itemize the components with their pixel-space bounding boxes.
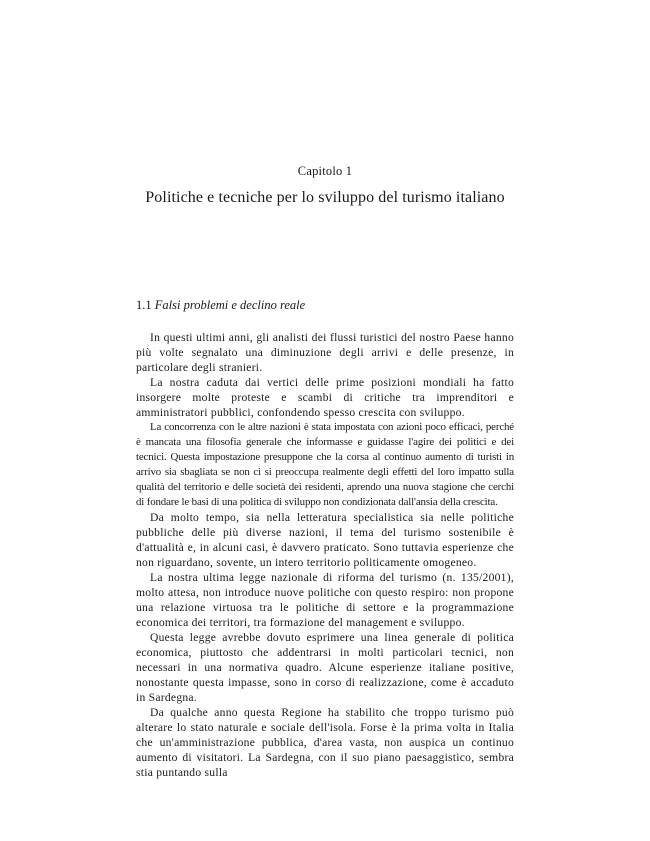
section-number: 1.1 [136,298,152,312]
paragraph: Da molto tempo, sia nella letteratura specialistica sia nelle politiche pubbliche delle più diverse nazioni, il tema del turismo sostenibile è d'attualità e, in alcuni casi, è davvero praticato. Sono tuttavia esperienze che non riguardano, sovente, un intero territorio politicamente omogeneo. [136,511,514,569]
paragraph: Da qualche anno questa Regione ha stabilito che troppo turismo può alterare lo stato naturale e sociale dell'isola. Forse è la prima volta in Italia che un'amministrazione pubblica, d'area vasta, non auspica un continuo aumento di visitatori. La Sardegna, con il suo piano paesaggistico, sembra stia puntando sulla [136,706,514,779]
paragraph: La nostra ultima legge nazionale di riforma del turismo (n. 135/2001), molto attesa, non introduce nuove politiche con questo respiro: non propone una relazione virtuosa tra le politiche di settore e la programmazione economica dei territori, tra formazione del management e sviluppo. [136,571,514,629]
paragraph: La nostra caduta dai vertici delle prime posizioni mondiali ha fatto insorgere molte proteste e scambi di critiche tra imprenditori e amministratori pubblici, confondendo spesso crescita con sviluppo. [136,376,514,419]
section-heading [136,298,305,313]
body-text [136,330,514,780]
paragraph: In questi ultimi anni, gli analisti dei flussi turistici del nostro Paese hanno più volte segnalato una diminuzione degli arrivi e delle presenze, in particolare degli stranieri. [136,331,514,374]
paragraph: Questa legge avrebbe dovuto esprimere una linea generale di politica economica, piuttosto che addentrarsi in molti particolari tecnici, non necessari in una normativa quadro. Alcune esperienze italiane positive, nonostante questa impasse, sono in corso di realizzazione, come è accaduto in Sardegna. [136,631,514,704]
paragraph: La concorrenza con le altre nazioni è stata impostata con azioni poco efficaci, perché è mancata una filosofia generale che informasse e guidasse l'agire dei politici e dei tecnici. Questa impostazione presuppone che la corsa al continuo aumento di turisti in arrivo sia sbagliata se non ci si preoccupa realmente degli effetti del loro impatto sulla qualità del territorio e delle società dei residenti, aprendo una nuova stagione che cerchi di fondare le basi di una politica di sviluppo non condizionata dall'ansia della crescita. [136,421,514,508]
section-title: Falsi problemi e declino reale [154,298,306,312]
chapter-label: Capitolo 1 [297,164,353,178]
chapter-title: Politiche e tecniche per lo sviluppo del turismo italiano [145,189,505,206]
